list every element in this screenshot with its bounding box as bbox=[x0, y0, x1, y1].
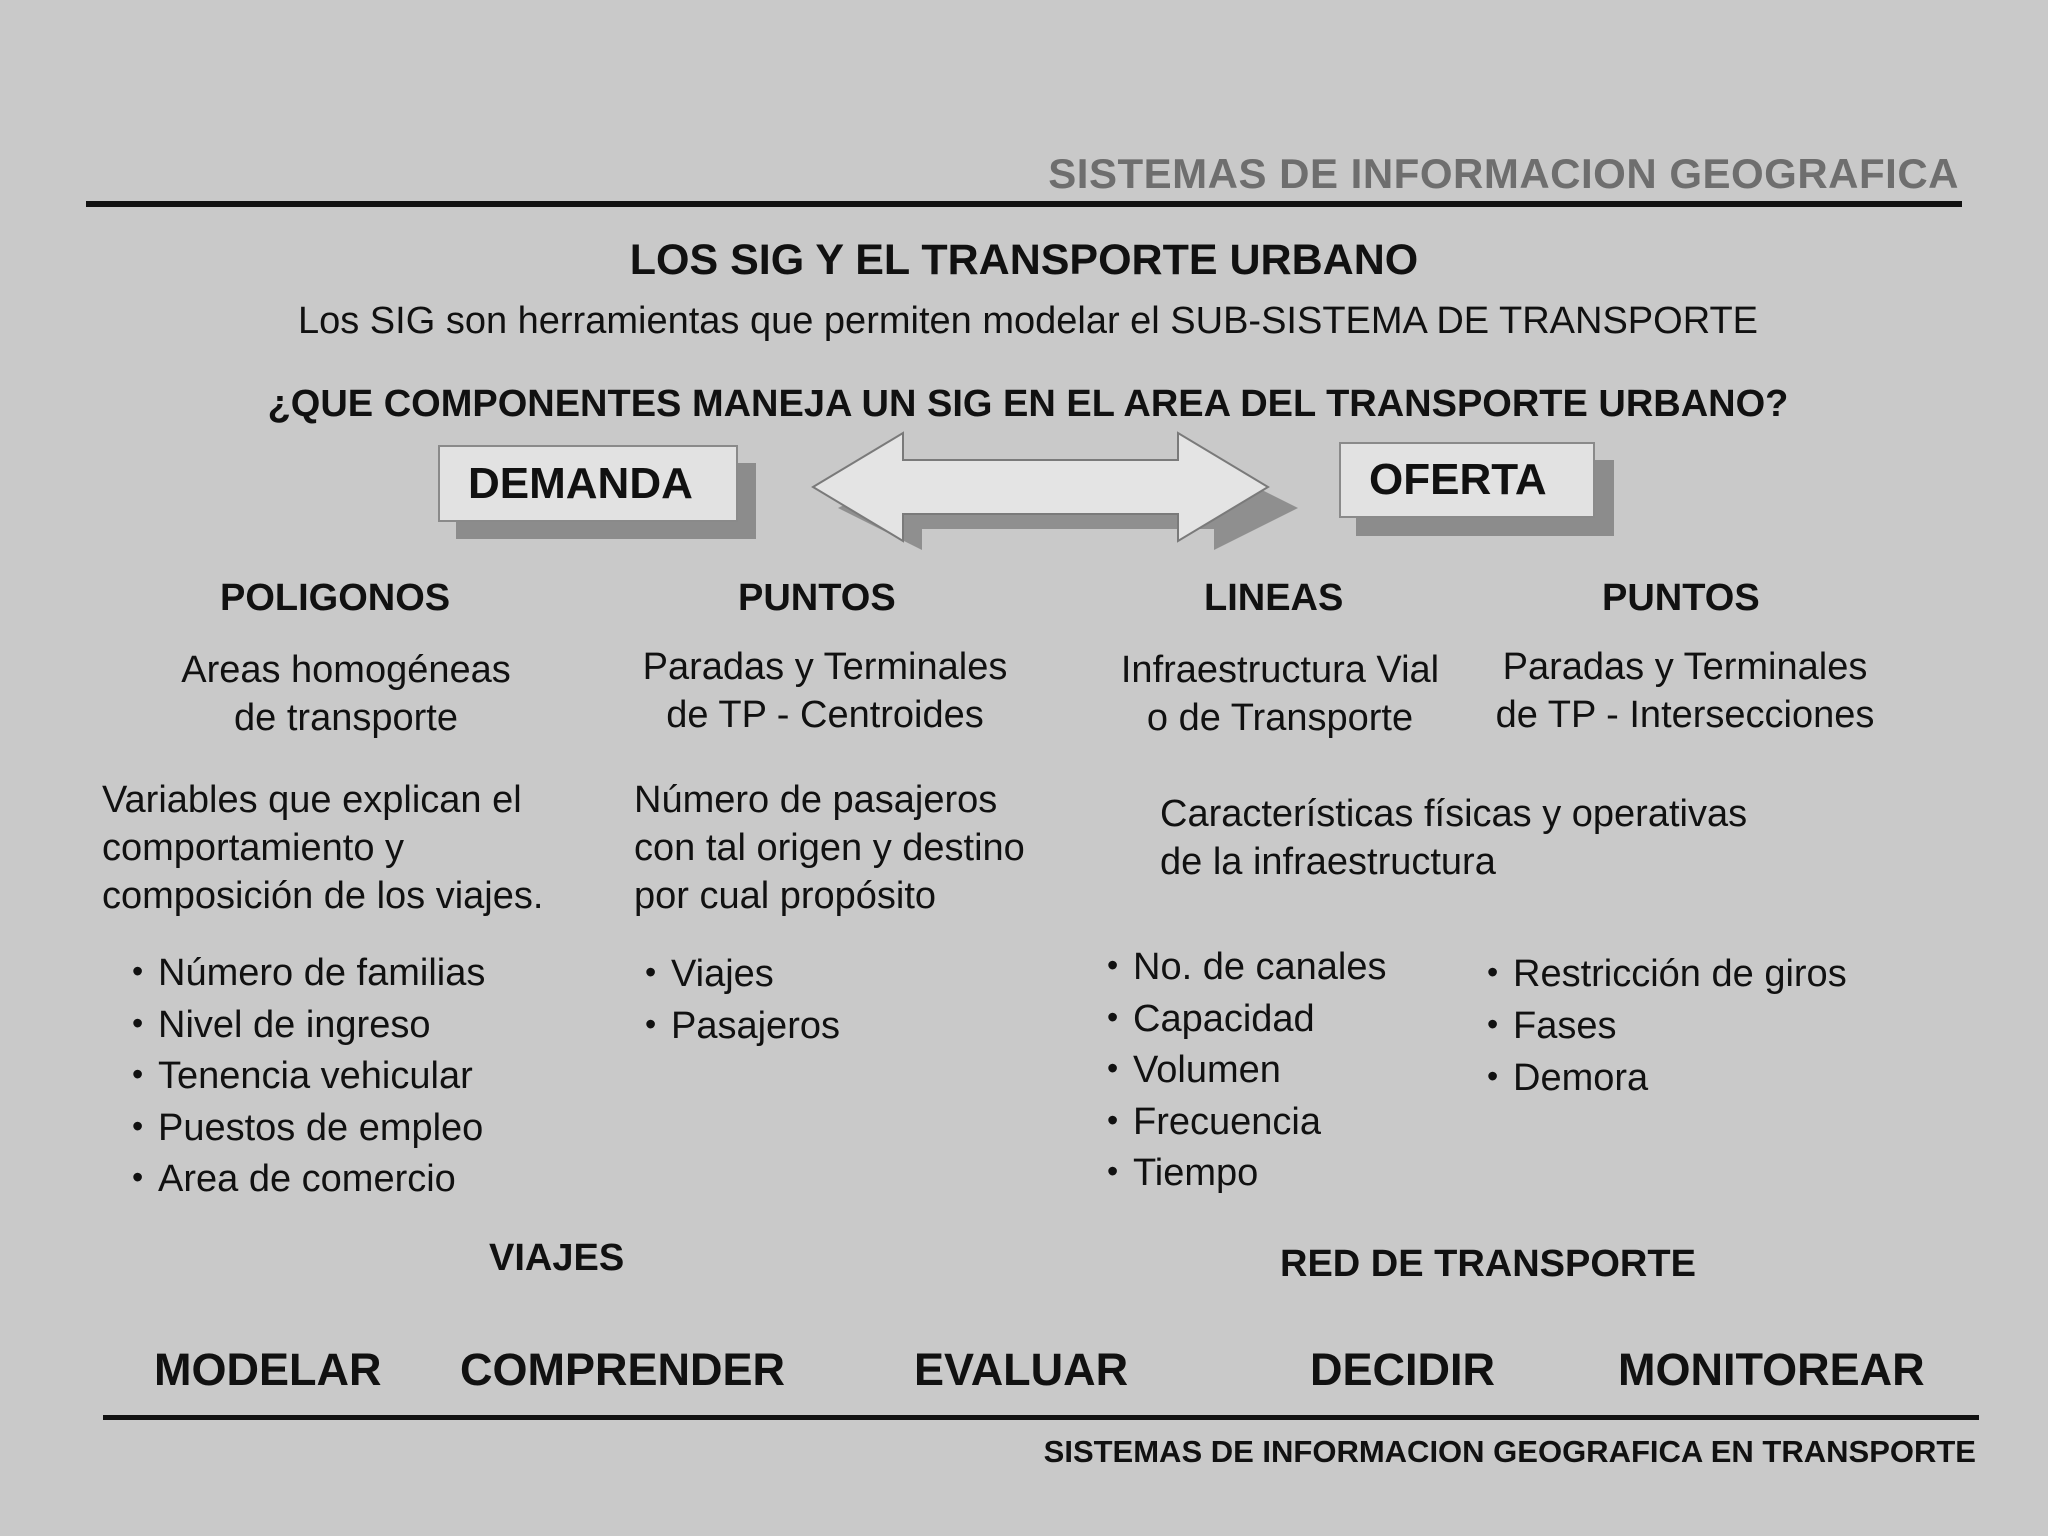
list-item: • No. de canales bbox=[1107, 942, 1387, 994]
list-puntos-demanda bbox=[645, 948, 840, 1052]
vars-puntos-demanda-line: Número de pasajeros bbox=[634, 779, 998, 821]
desc-puntos-oferta bbox=[1475, 643, 1895, 739]
list-item: • Demora bbox=[1487, 1052, 1847, 1104]
double-arrow-icon bbox=[800, 425, 1300, 575]
top-divider bbox=[86, 201, 1962, 207]
slide-subtitle: Los SIG son herramientas que permiten modelar el SUB-SISTEMA DE TRANSPORTE bbox=[297, 300, 1759, 342]
heading-poligonos: POLIGONOS bbox=[220, 577, 451, 619]
desc-lineas-line: Infraestructura Vial bbox=[1120, 649, 1440, 691]
list-item: • Fases bbox=[1487, 1000, 1847, 1052]
vars-poligonos-line: comportamiento y bbox=[102, 827, 405, 869]
list-item: • Capacidad bbox=[1107, 994, 1387, 1046]
desc-lineas-line: o de Transporte bbox=[1146, 697, 1414, 739]
vars-oferta bbox=[1160, 790, 1747, 886]
list-item: • Viajes bbox=[645, 948, 840, 1000]
list-item: • Area de comercio bbox=[132, 1154, 485, 1206]
vars-oferta-line: Características físicas y operativas bbox=[1160, 793, 1748, 835]
list-item: • Pasajeros bbox=[645, 1000, 840, 1052]
bottom-divider bbox=[103, 1415, 1979, 1420]
verb-comprender: COMPRENDER bbox=[460, 1344, 786, 1395]
desc-puntos-demanda-line: Paradas y Terminales bbox=[642, 646, 1008, 688]
verb-modelar: MODELAR bbox=[154, 1344, 382, 1395]
list-poligonos bbox=[132, 948, 485, 1206]
list-item: • Restricción de giros bbox=[1487, 948, 1847, 1000]
slide-title: LOS SIG Y EL TRANSPORTE URBANO bbox=[629, 236, 1419, 284]
vars-poligonos bbox=[102, 776, 543, 920]
desc-lineas bbox=[1100, 646, 1460, 742]
vars-poligonos-line: composición de los viajes. bbox=[102, 875, 544, 917]
verb-monitorear: MONITOREAR bbox=[1618, 1344, 1925, 1395]
list-item: • Tiempo bbox=[1107, 1148, 1387, 1200]
demanda-box bbox=[438, 445, 738, 522]
desc-poligonos bbox=[146, 646, 546, 742]
question-heading: ¿QUE COMPONENTES MANEJA UN SIG EN EL AREA DEL TRANSPORTE URBANO? bbox=[267, 383, 1789, 425]
section-viajes: VIAJES bbox=[489, 1237, 625, 1279]
vars-puntos-demanda bbox=[634, 776, 1025, 920]
vars-poligonos-line: Variables que explican el bbox=[102, 779, 522, 821]
list-item: • Nivel de ingreso bbox=[132, 1000, 485, 1052]
verb-evaluar: EVALUAR bbox=[914, 1344, 1129, 1395]
list-item: • Tenencia vehicular bbox=[132, 1051, 485, 1103]
list-item: • Frecuencia bbox=[1107, 1097, 1387, 1149]
desc-puntos-oferta-line: de TP - Intersecciones bbox=[1495, 694, 1875, 736]
oferta-label: OFERTA bbox=[1369, 455, 1547, 504]
footer-title: SISTEMAS DE INFORMACION GEOGRAFICA EN TRANSPORTE bbox=[1043, 1434, 1976, 1469]
vars-oferta-line: de la infraestructura bbox=[1160, 841, 1496, 883]
desc-poligonos-line: de transporte bbox=[234, 697, 458, 739]
desc-poligonos-line: Areas homogéneas bbox=[181, 649, 511, 691]
heading-puntos-demanda: PUNTOS bbox=[738, 577, 896, 619]
oferta-box bbox=[1339, 442, 1595, 518]
heading-lineas: LINEAS bbox=[1204, 577, 1344, 619]
desc-puntos-demanda-line: de TP - Centroides bbox=[666, 694, 984, 736]
list-puntos-oferta bbox=[1487, 948, 1847, 1104]
desc-puntos-demanda bbox=[615, 643, 1035, 739]
list-lineas bbox=[1107, 942, 1387, 1200]
heading-puntos-oferta: PUNTOS bbox=[1602, 577, 1760, 619]
list-item: • Puestos de empleo bbox=[132, 1103, 485, 1155]
vars-puntos-demanda-line: con tal origen y destino bbox=[634, 827, 1025, 869]
header-title: SISTEMAS DE INFORMACION GEOGRAFICA bbox=[1048, 150, 1959, 197]
section-red-transporte: RED DE TRANSPORTE bbox=[1280, 1243, 1696, 1285]
desc-puntos-oferta-line: Paradas y Terminales bbox=[1502, 646, 1868, 688]
list-item: • Volumen bbox=[1107, 1045, 1387, 1097]
vars-puntos-demanda-line: por cual propósito bbox=[634, 875, 937, 917]
list-item: • Número de familias bbox=[132, 948, 485, 1000]
verb-decidir: DECIDIR bbox=[1310, 1344, 1496, 1395]
demanda-label: DEMANDA bbox=[468, 458, 693, 508]
